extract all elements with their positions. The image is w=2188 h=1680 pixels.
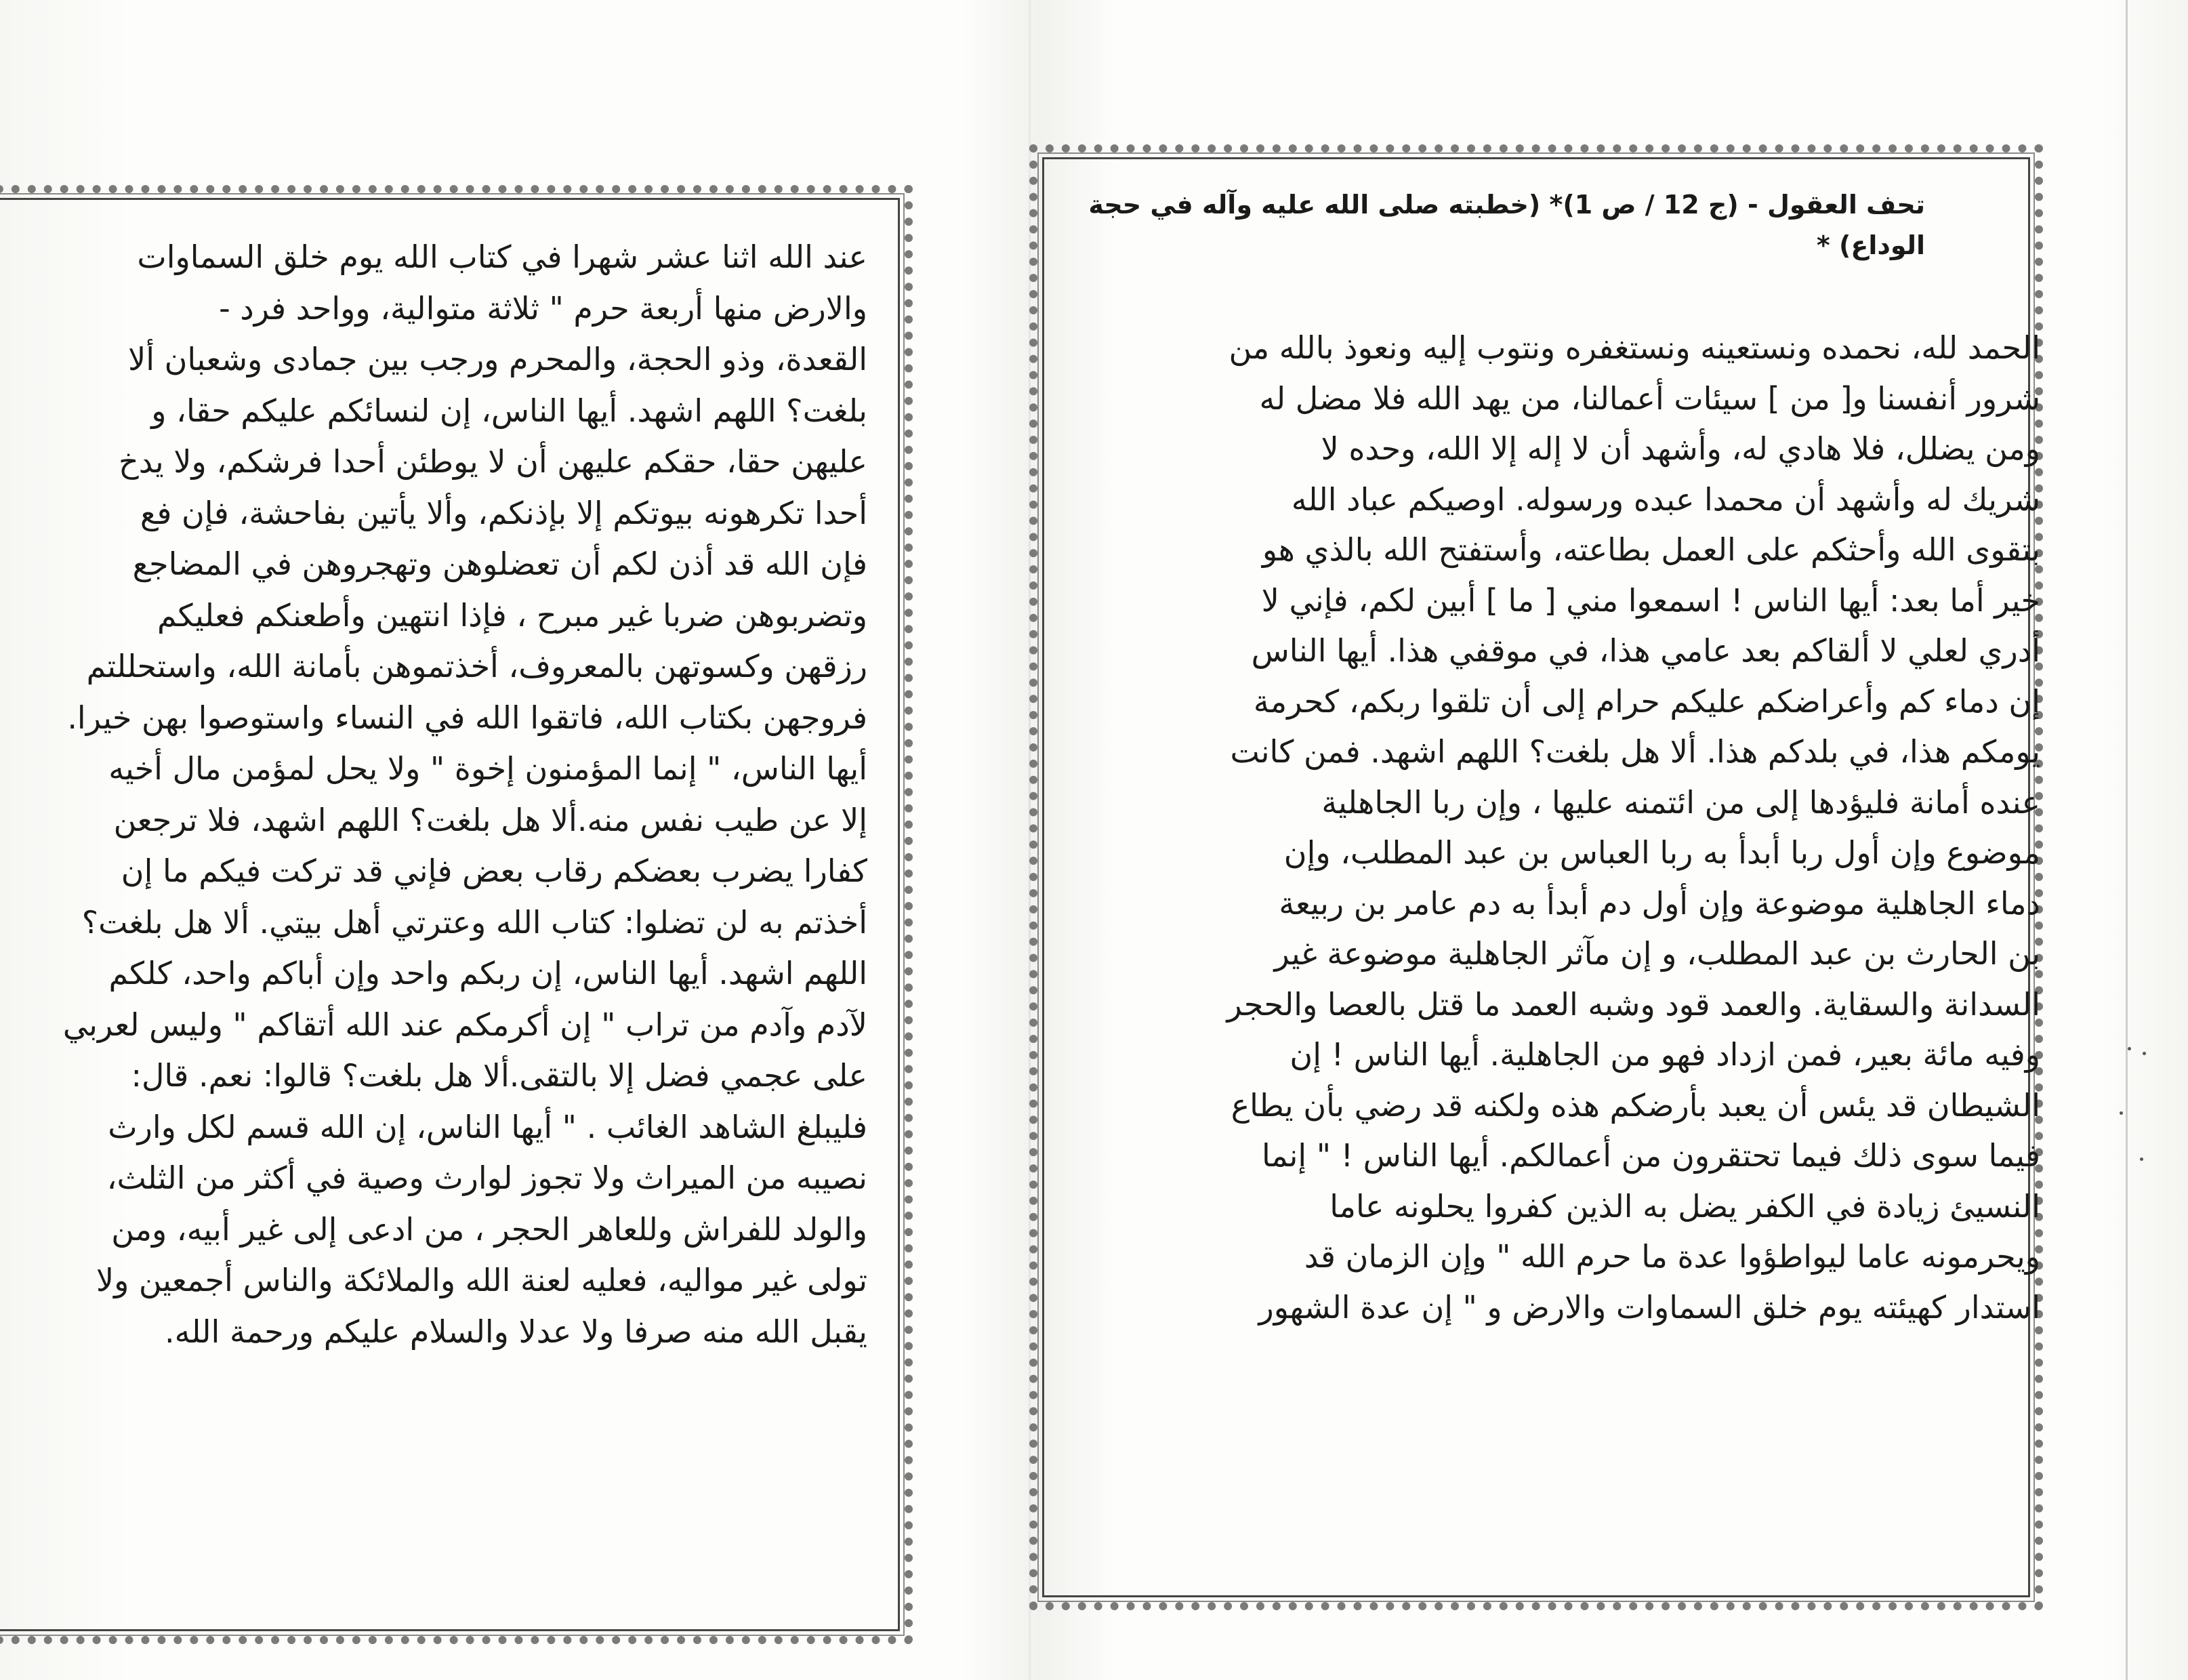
text-line: اللهم اشهد. أيها الناس، إن ربكم واحد وإن أباكم واحد، كلكم [108,955,867,991]
paper-edge [2126,0,2128,1680]
text-line: فروجهن بكتاب الله، فاتقوا الله في النساء واستوصوا بهن خيرا. [67,699,867,736]
text-line: إن دماء كم وأعراضكم عليكم حرام إلى أن تلقوا ربكم، كحرمة [1253,682,2040,720]
text-line: عند الله اثنا عشر شهرا في كتاب الله يوم خلق السماوات [137,239,867,275]
text-line: القعدة، وذو الحجة، والمحرم ورجب بين جمادى وشعبان ألا [128,341,867,377]
text-line: شريك له وأشهد أن محمدا عبده ورسوله. اوصيكم عباد الله [1291,480,2040,518]
text-line: دماء الجاهلية موضوعة وإن أول دم أبدأ به دم عامر بن ربيعة [1279,884,2040,922]
text-line: فإن الله قد أذن لكم أن تعضلوهن وتهجروهن في المضاجع [132,546,867,582]
text-line: أدري لعلي لا ألقاكم بعد عامي هذا، في موقفي هذا. أيها الناس [1251,632,2040,669]
text-line: نصيبه من الميراث ولا تجوز لوارث وصية في أكثر من الثلث، [106,1160,867,1196]
text-line: خير أما بعد: أيها الناس ! اسمعوا مني [ ما ] أبين لكم، فإني لا [1261,581,2040,619]
text-line: موضوع وإن أول ربا أبدأ به ربا العباس بن عبد المطلب، وإن [1283,834,2040,871]
text-line: تولى غير مواليه، فعليه لعنة الله والملائكة والناس أجمعين ولا [96,1262,867,1298]
text-line: ويحرمونه عاما ليواطؤوا عدة ما حرم الله " وإن الزمان قد [1304,1238,2040,1275]
text-line: أخذتم به لن تضلوا: كتاب الله وعترتي أهل بيتي. ألا هل بلغت؟ [81,903,867,941]
text-line: أيها الناس، " إنما المؤمنون إخوة " ولا يحل لمؤمن مال أخيه [108,750,867,787]
text-line: السدانة والسقاية. والعمد قود وشبه العمد ما قتل بالعصا والحجر [1226,985,2040,1023]
text-line: فليبلغ الشاهد الغائب . " أيها الناس، إن الله قسم لكل وارث [108,1108,867,1145]
scan-speck [2140,1157,2143,1161]
text-line: وفيه مائة بعير، فمن ازداد فهو من الجاهلية. أيها الناس ! إن [1289,1036,2040,1073]
text-line: عنده أمانة فليؤدها إلى من ائتمنه عليها ، وإن ربا الجاهلية [1321,783,2040,821]
right-page-header [1044,184,1925,266]
text-line: لآدم وآدم من تراب " إن أكرمكم عند الله أتقاكم " وليس لعربي [62,1006,867,1043]
text-line: بتقوى الله وأحثكم على العمل بطاعته، وأستفتح الله بالذي هو [1262,531,2040,568]
text-line: شرور أنفسنا و[ من ] سيئات أعمالنا، من يهد الله فلا مضل له [1259,380,2040,417]
text-line: النسيئ زيادة في الكفر يضل به الذين كفروا يحلونه عاما [1329,1187,2040,1225]
text-line: الحمد لله، نحمده ونستعينه ونستغفره ونتوب إليه ونعوذ بالله من [1229,329,2040,366]
text-line: أحدا تكرهونه بيوتكم إلا بإذنكم، وألا يأتين بفاحشة، فإن فع [140,494,867,531]
text-line: عليهن حقا، حقكم عليهن أن لا يوطئن أحدا فرشكم، ولا يدخ [119,443,867,480]
text-line: والارض منها أربعة حرم " ثلاثة متوالية، وواحد فرد - [219,289,867,327]
text-line: رزقهن وكسوتهن بالمعروف، أخذتموهن بأمانة الله، واستحللتم [86,648,867,684]
source-heading: تحف العقول - (ج 12 / ص 1)* (خطبته صلى الله عليه وآله في حجة [1088,190,1925,220]
text-line: وتضربوهن ضربا غير مبرح ، فإذا انتهين وأطعنكم فعليكم [157,596,867,634]
source-heading: الوداع) * [1816,230,1925,260]
text-line: يومكم هذا، في بلدكم هذا. ألا هل بلغت؟ اللهم اشهد. فمن كانت [1230,733,2040,770]
text-line: بن الحارث بن عبد المطلب، و إن مآثر الجاهلية موضوعة غير [1274,935,2040,972]
scan-speck [2120,1111,2123,1115]
text-line: الشيطان قد يئس أن يعبد بأرضكم هذه ولكنه قد رضي بأن يطاع [1231,1086,2040,1124]
scan-speck [2143,1052,2146,1055]
text-line: استدار كهيئته يوم خلق السماوات والارض و " إن عدة الشهور [1258,1288,2040,1326]
text-line: إلا عن طيب نفس منه.ألا هل بلغت؟ اللهم اشهد، فلا ترجعن [113,801,867,838]
text-line: كفارا يضرب بعضكم رقاب بعض فإني قد تركت فيكم ما إن [121,853,867,889]
text-line: فيما سوى ذلك فيما تحتقرون من أعمالكم. أيها الناس ! " إنما [1262,1137,2040,1174]
text-line: على عجمي فضل إلا بالتقى.ألا هل بلغت؟ قالوا: نعم. قال: [131,1057,867,1094]
text-line: بلغت؟ اللهم اشهد. أيها الناس، إن لنسائكم عليكم حقا، و [151,392,867,429]
text-line: ومن يضلل، فلا هادي له، وأشهد أن لا إله إلا الله، وحده لا [1321,430,2040,467]
scan-speck [2128,1047,2131,1050]
left-page-body [0,232,867,1357]
text-line: والولد للفراش وللعاهر الحجر ، من ادعى إلى غير أبيه، ومن [111,1210,867,1248]
right-page-body [1132,323,2040,1332]
text-line: يقبل الله منه صرفا ولا عدلا والسلام عليكم ورحمة الله. [165,1313,867,1350]
